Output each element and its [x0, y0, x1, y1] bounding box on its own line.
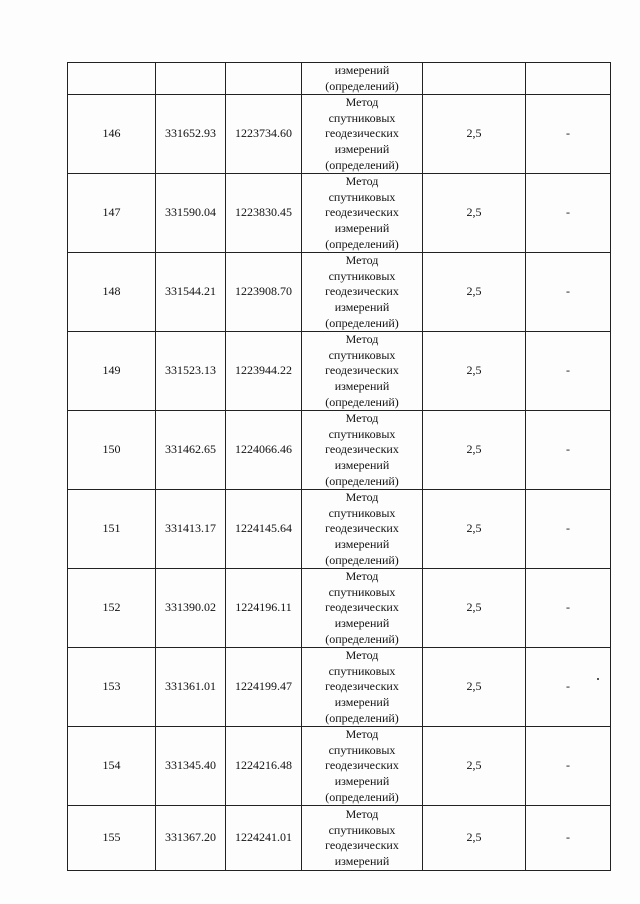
method-cell: [302, 569, 423, 648]
method-cell: [302, 490, 423, 569]
method-line: геодезических: [325, 205, 399, 220]
x-coordinate-cell: 331462.65: [156, 411, 226, 490]
x-coordinate-cell: 331544.21: [156, 253, 226, 332]
y-coordinate-cell: 1224196.11: [226, 569, 302, 648]
y-coordinate-cell: 1224241.01: [226, 806, 302, 871]
point-number-cell: [68, 63, 156, 95]
accuracy-cell: 2,5: [423, 174, 526, 253]
y-coordinate-cell: 1224066.46: [226, 411, 302, 490]
method-line: спутниковых: [328, 189, 396, 204]
method-line: (определений): [325, 710, 399, 725]
method-line: (определений): [325, 473, 399, 488]
method-cell: [302, 63, 423, 95]
method-line: Метод: [345, 332, 379, 347]
note-cell: -: [526, 95, 611, 174]
method-line: Метод: [345, 807, 379, 821]
y-coordinate-cell: 1224216.48: [226, 727, 302, 806]
method-line: измерений: [334, 694, 390, 709]
point-number-cell: 148: [68, 253, 156, 332]
table-row: [68, 727, 611, 806]
point-number-cell: 146: [68, 95, 156, 174]
accuracy-cell: 2,5: [423, 253, 526, 332]
table-row: [68, 253, 611, 332]
method-line: геодезических: [325, 758, 399, 773]
method-line: геодезических: [325, 600, 399, 615]
x-coordinate-cell: 331413.17: [156, 490, 226, 569]
table-row: [68, 332, 611, 411]
method-line: (определений): [325, 394, 399, 409]
method-line: геодезических: [325, 442, 399, 457]
method-cell: [302, 253, 423, 332]
method-line: измерений: [334, 141, 390, 156]
coordinates-table: [67, 62, 611, 871]
scan-speck: [597, 678, 599, 680]
x-coordinate-cell: 331523.13: [156, 332, 226, 411]
accuracy-cell: 2,5: [423, 490, 526, 569]
table-row: [68, 806, 611, 871]
note-cell: -: [526, 569, 611, 648]
method-line: (определений): [325, 789, 399, 804]
method-line: измерений: [334, 536, 390, 551]
method-line: спутниковых: [328, 268, 396, 283]
method-line: (определений): [325, 315, 399, 330]
method-line: геодезических: [325, 363, 399, 378]
point-number-cell: 155: [68, 806, 156, 871]
accuracy-cell: 2,5: [423, 648, 526, 727]
method-line: (определений): [325, 552, 399, 567]
method-line: геодезических: [325, 284, 399, 299]
table-row: [68, 174, 611, 253]
method-line: геодезических: [325, 521, 399, 536]
method-line: геодезических: [325, 126, 399, 141]
x-coordinate-cell: [156, 63, 226, 95]
table-body: [68, 63, 611, 871]
y-coordinate-cell: 1224145.64: [226, 490, 302, 569]
method-cell: [302, 727, 423, 806]
method-line: измерений: [334, 457, 390, 472]
method-line: Метод: [345, 490, 379, 505]
method-line: геодезических: [325, 679, 399, 694]
method-line: спутниковых: [328, 742, 396, 757]
x-coordinate-cell: 331345.40: [156, 727, 226, 806]
method-line: Метод: [345, 253, 379, 268]
method-line: Метод: [345, 727, 379, 742]
table-row: [68, 411, 611, 490]
note-cell: -: [526, 806, 611, 871]
point-number-cell: 149: [68, 332, 156, 411]
note-cell: -: [526, 253, 611, 332]
method-line: измерений: [334, 615, 390, 630]
method-line: (определений): [325, 78, 399, 93]
table-row: [68, 569, 611, 648]
point-number-cell: 147: [68, 174, 156, 253]
method-line: измерений: [334, 853, 390, 868]
method-line: спутниковых: [328, 347, 396, 362]
note-cell: -: [526, 411, 611, 490]
point-number-cell: 152: [68, 569, 156, 648]
accuracy-cell: 2,5: [423, 806, 526, 871]
method-cell: [302, 332, 423, 411]
method-line: Метод: [345, 174, 379, 189]
y-coordinate-cell: 1223734.60: [226, 95, 302, 174]
method-line: (определений): [325, 236, 399, 251]
y-coordinate-cell: 1223830.45: [226, 174, 302, 253]
note-cell: -: [526, 490, 611, 569]
x-coordinate-cell: 331390.02: [156, 569, 226, 648]
method-line: спутниковых: [328, 505, 396, 520]
method-cell: [302, 95, 423, 174]
table-row-continued: [68, 63, 611, 95]
accuracy-cell: 2,5: [423, 332, 526, 411]
point-number-cell: 154: [68, 727, 156, 806]
method-line: Метод: [345, 411, 379, 426]
method-line: Метод: [345, 569, 379, 584]
y-coordinate-cell: 1224199.47: [226, 648, 302, 727]
x-coordinate-cell: 331590.04: [156, 174, 226, 253]
method-line: спутниковых: [328, 663, 396, 678]
method-line: (определений): [325, 631, 399, 646]
y-coordinate-cell: 1223944.22: [226, 332, 302, 411]
method-line: спутниковых: [328, 110, 396, 125]
accuracy-cell: 2,5: [423, 95, 526, 174]
method-line: спутниковых: [328, 822, 396, 837]
note-cell: -: [526, 727, 611, 806]
method-cell: [302, 411, 423, 490]
table-row: [68, 95, 611, 174]
method-line: Метод: [345, 95, 379, 110]
method-line: измерений: [334, 220, 390, 235]
method-line: геодезических: [325, 838, 399, 853]
method-cell: [302, 806, 423, 871]
x-coordinate-cell: 331367.20: [156, 806, 226, 871]
point-number-cell: 151: [68, 490, 156, 569]
note-cell: -: [526, 174, 611, 253]
note-cell: -: [526, 332, 611, 411]
note-cell: -: [526, 648, 611, 727]
method-line: спутниковых: [328, 426, 396, 441]
method-cell: [302, 648, 423, 727]
method-line: измерений: [334, 378, 390, 393]
point-number-cell: 150: [68, 411, 156, 490]
method-cell: [302, 174, 423, 253]
y-coordinate-cell: [226, 63, 302, 95]
table-row: [68, 648, 611, 727]
x-coordinate-cell: 331361.01: [156, 648, 226, 727]
method-line: спутниковых: [328, 584, 396, 599]
note-cell: [526, 63, 611, 95]
accuracy-cell: [423, 63, 526, 95]
table-row: [68, 490, 611, 569]
y-coordinate-cell: 1223908.70: [226, 253, 302, 332]
accuracy-cell: 2,5: [423, 569, 526, 648]
point-number-cell: 153: [68, 648, 156, 727]
accuracy-cell: 2,5: [423, 411, 526, 490]
method-line: измерений: [334, 299, 390, 314]
method-line: измерений: [334, 63, 390, 77]
method-line: измерений: [334, 773, 390, 788]
x-coordinate-cell: 331652.93: [156, 95, 226, 174]
method-line: (определений): [325, 157, 399, 172]
method-line: Метод: [345, 648, 379, 663]
accuracy-cell: 2,5: [423, 727, 526, 806]
